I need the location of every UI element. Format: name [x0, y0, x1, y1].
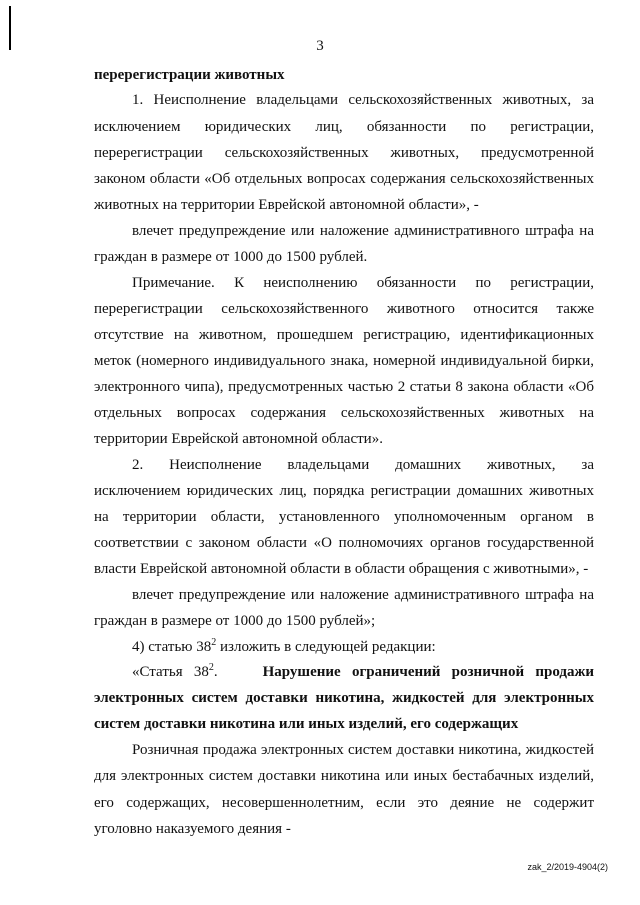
text-line: граждан в размере от 1000 до 1500 рублей»; [94, 613, 376, 629]
text-line: граждан в размере от 1000 до 1500 рублей. [94, 249, 368, 265]
text-line: исключением юридических лиц, порядка регистрации домашних животных [94, 483, 594, 499]
item4-superscript: 2 [211, 637, 217, 648]
note-line: территории Еврейской автономной области». [94, 431, 383, 447]
text-line: соответствии с законом области «О полномочиях органов государственной [94, 535, 594, 551]
text-line: перерегистрации сельскохозяйственных животных, предусмотренной [94, 145, 594, 161]
note-line: отдельных вопросах содержания сельскохозяйственных животных на [94, 405, 594, 421]
text-line: 1. Неисполнение владельцами сельскохозяйственных животных, за [132, 92, 594, 108]
note-line: отсутствие на животном, прошедшем регистрацию, идентификационных [94, 327, 594, 343]
article-heading [94, 663, 594, 681]
article-title-line: систем доставки никотина или иных изделий, его содержащих [94, 716, 519, 732]
item4-suffix: изложить в следующей редакции: [216, 639, 436, 655]
document-code: zak_2/2019-4904(2) [527, 862, 608, 872]
section-heading-end: перерегистрации животных [94, 67, 285, 83]
text-line: для электронных систем доставки никотина или иных бестабачных изделий, [94, 768, 594, 784]
amendment-item-4 [94, 638, 632, 656]
article-title: Нарушение ограничений розничной продажи [262, 664, 594, 680]
text-line: его содержащих, несовершеннолетним, если это деяние не содержит [94, 795, 594, 811]
text-line: власти Еврейской автономной области в области обращения с животными», - [94, 561, 589, 577]
text-line: животных на территории Еврейской автономной области», - [94, 197, 479, 213]
text-line: на территории области, установленного уполномоченным органом в [94, 509, 594, 525]
text-line: влечет предупреждение или наложение административного штрафа на [132, 223, 594, 239]
text-line: исключением юридических лиц, обязанности по регистрации, [94, 119, 594, 135]
article-title-line: электронных систем доставки никотина, жидкостей для электронных [94, 690, 594, 706]
article-number: «Статья $38^2$. [132, 662, 218, 680]
note-line: перерегистрации сельскохозяйственного животного относится также [94, 301, 594, 317]
page-number: 3 [316, 38, 324, 54]
item4-prefix: 4) статью 38 [132, 639, 212, 655]
text-line: влечет предупреждение или наложение административного штрафа на [132, 587, 594, 603]
note-line: меток (номерного индивидуального знака, номерной индивидуальной бирки, [94, 353, 594, 369]
text-line: Розничная продажа электронных систем доставки никотина, жидкостей [132, 742, 594, 758]
note-line: Примечание. К неисполнению обязанности по регистрации, [132, 275, 594, 291]
note-line: электронного чипа), предусмотренных частью 2 статьи 8 закона области «Об [94, 379, 594, 395]
text-line: 2. Неисполнение владельцами домашних животных, за [132, 457, 594, 473]
text-line: законом области «Об отдельных вопросах содержания сельскохозяйственных [94, 171, 594, 187]
text-line: уголовно наказуемого деяния - [94, 821, 291, 837]
